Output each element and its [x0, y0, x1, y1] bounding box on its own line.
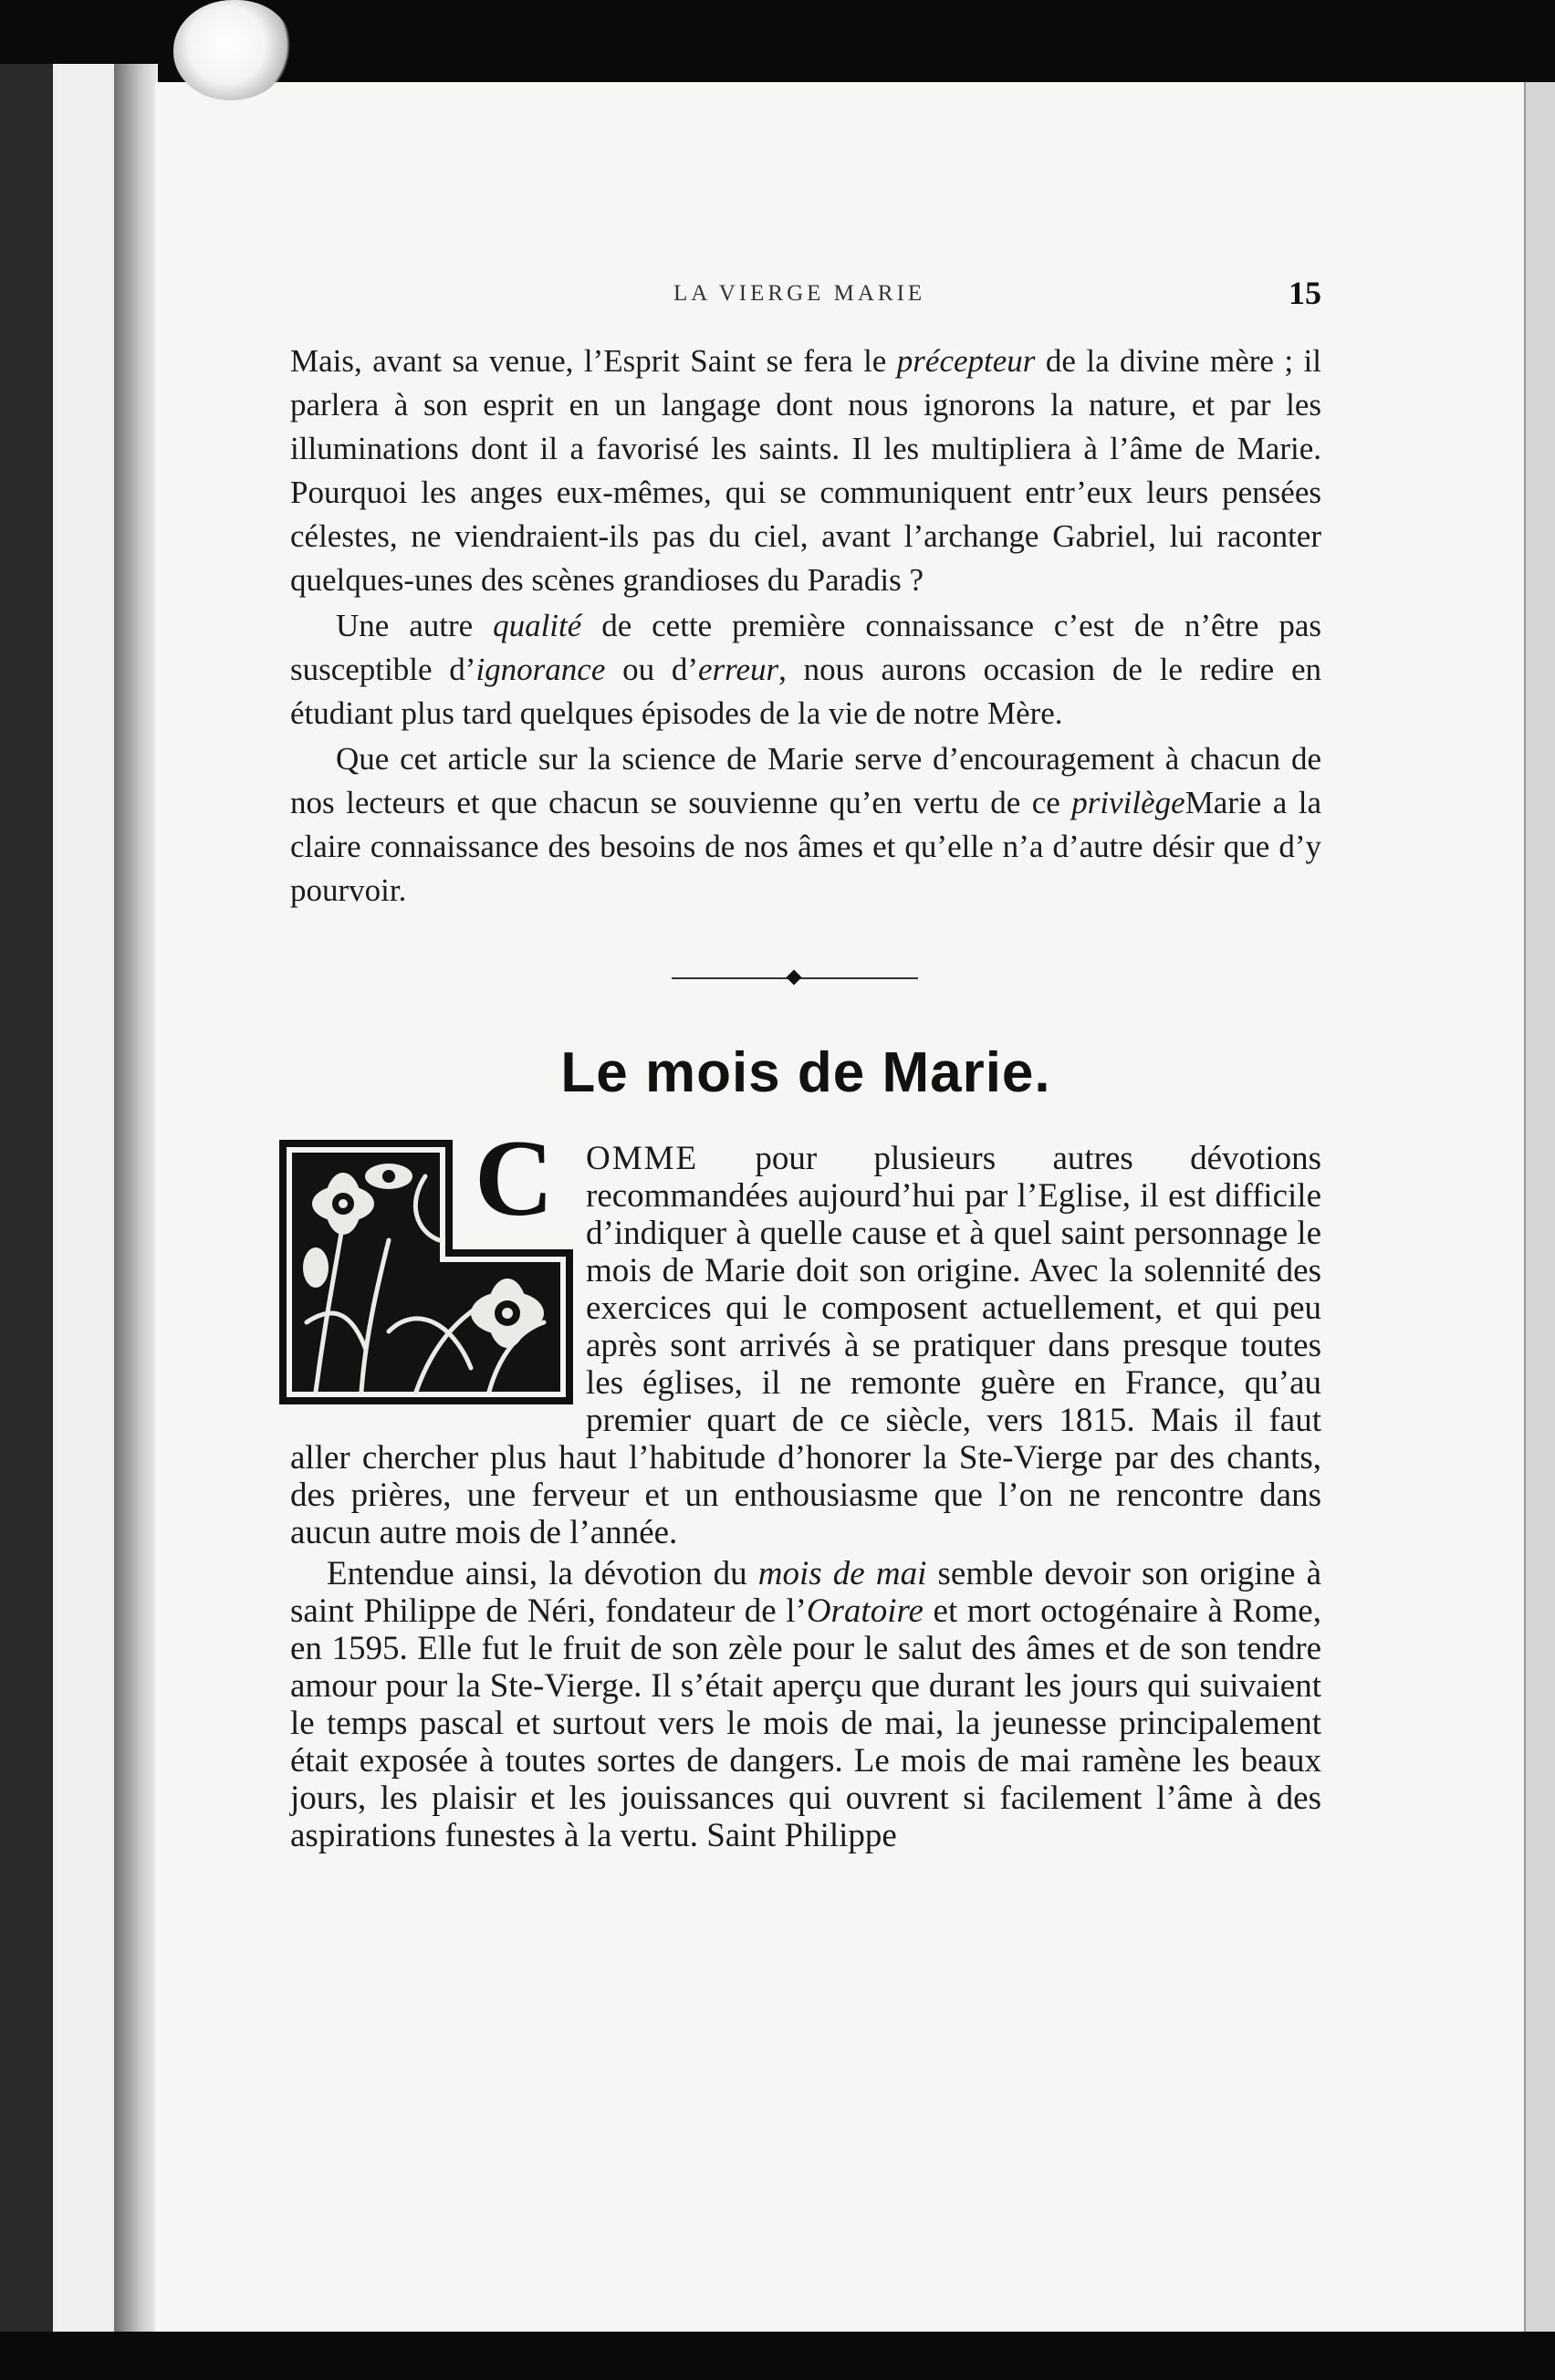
text-run: Entendue ainsi, la dévotion du	[327, 1555, 758, 1592]
text-run: OMME	[586, 1140, 699, 1177]
text-run: Une autre	[336, 608, 494, 643]
text-run: ou d’	[605, 652, 699, 687]
italic-text: qualité	[493, 608, 582, 643]
article-continuation	[290, 339, 1321, 913]
page-number: 15	[1289, 275, 1321, 311]
paragraph	[290, 737, 1321, 913]
drop-cap-letter: C	[475, 1117, 554, 1238]
article-body	[290, 1117, 1322, 1854]
italic-text: ignorance	[475, 652, 606, 687]
running-head-title: LA VIERGE MARIE	[673, 281, 926, 306]
scan-border-bottom	[0, 2332, 1555, 2380]
drop-cap-ornament	[279, 1117, 573, 1404]
text-run: Que cet article sur la science de Marie serve d’encouragement à chacun de nos lecteurs et que chacun se souvienne qu’en vertu de ce	[290, 741, 1321, 820]
text-run: de cette première connaissance c’est de n’être pas susceptible d’	[290, 608, 1321, 687]
text-run: semble devoir son origine à saint Philippe de Néri, fondateur de l’	[290, 1555, 1322, 1630]
divider-diamond-icon	[787, 970, 802, 986]
text-run: Marie a la claire connaissance des besoins de nos âmes et qu’elle n’a d’autre désir que d’y pourvoir.	[290, 785, 1321, 908]
paragraph	[290, 1555, 1321, 1854]
page-right-edge	[1524, 82, 1555, 2332]
italic-text: privilège	[1071, 785, 1185, 820]
page-content	[290, 274, 1321, 1854]
paragraph	[290, 339, 1321, 602]
paragraph	[290, 604, 1321, 736]
running-head	[290, 274, 1321, 310]
book-gutter-shadow	[114, 64, 158, 2336]
text-run: de la divine mère ; il parlera à son esprit en un langage dont nous ignorons la nature, et par les illuminations dont il a favorisé les saints. Il les multipliera à l’âme de Marie. Pourquoi les anges eux-mêmes, qui se communiquent entr’eux leurs pensées célestes, ne viendraient-ils pas du ciel, avant l’archange Gabriel, lui raconter quelques-unes des scènes grandioses du Paradis ?	[290, 343, 1321, 598]
text-run: et mort octogénaire à Rome, en 1595. Elle fut le fruit de son zèle pour le salut des âmes et de son tendre amour pour la Ste-Vierge. Il s’était aperçu que durant les jours qui suivaient le temps pascal et surtout vers le mois de mai, la jeunesse principalement était exposée à toutes sortes de dangers. Le mois de mai ramène les beaux jours, les plaisir et les jouissances qui ouvrent si facilement l’âme à des aspirations funestes à la vertu. Saint Philippe	[290, 1592, 1321, 1854]
section-divider	[672, 969, 918, 987]
italic-text: précepteur	[896, 343, 1036, 379]
italic-text: Oratoire	[806, 1592, 924, 1630]
text-run: , nous aurons occasion de le redire en étudiant plus tard quelques épisodes de la vie de notre Mère.	[290, 652, 1322, 731]
section-title: Le mois de Marie.	[560, 1041, 1051, 1104]
text-run: pour plusieurs autres dévotions recommandées aujourd’hui par l’Eglise, il est difficile d’indiquer à quelle cause et à quel saint personnage le mois de Marie doit son origine. Avec la solennité des exercices qui le composent actuellement, et qui peu après sont arrivés à se pratiquer dans presque toutes les églises, il ne remonte guère en France, qu’au premier quart de ce siècle, vers 1815. Mais il faut aller chercher plus haut l’habitude d’honorer la Ste-Vierge par des chants, des prières, une ferveur et un enthousiasme que l’on ne rencontre dans aucun autre mois de l’année.	[290, 1140, 1321, 1551]
text-run: Mais, avant sa venue, l’Esprit Saint se fera le	[290, 343, 897, 379]
scan-border-left	[0, 64, 53, 2336]
italic-text: erreur	[698, 652, 779, 687]
italic-text: mois de mai	[757, 1555, 927, 1592]
